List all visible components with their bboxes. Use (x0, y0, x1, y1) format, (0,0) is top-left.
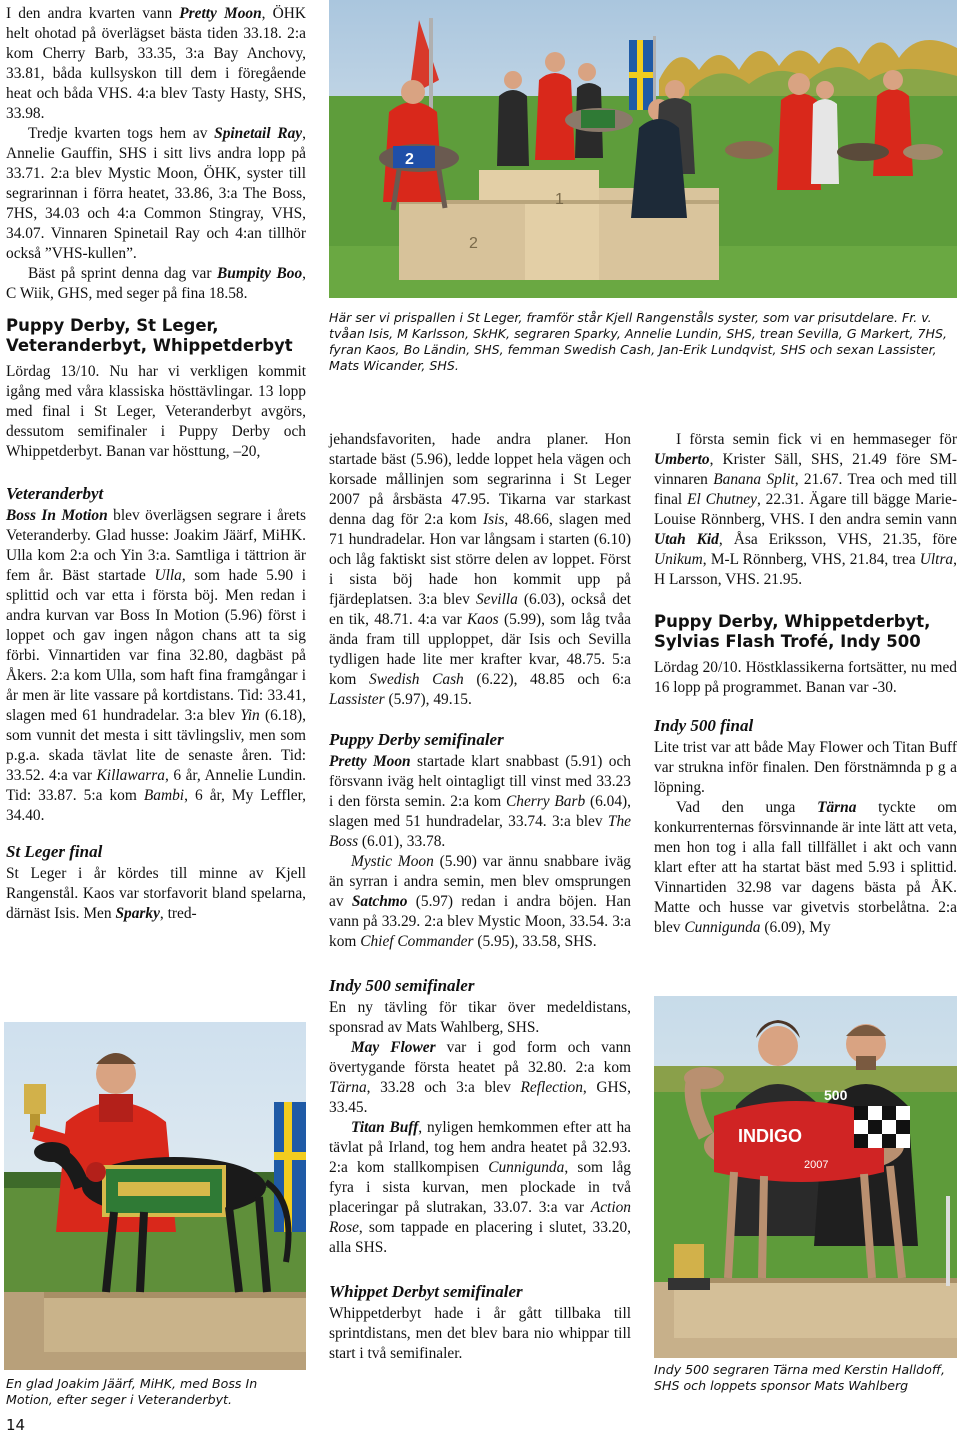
banner-text: INDIGO (738, 1126, 803, 1146)
bold-name: Pretty Moon (329, 753, 411, 770)
photo-st-leger-podium (329, 0, 957, 298)
paragraph: Lite trist var att både May Flower och Titan Buff var strukna inför finalen. Den förstnämnda p g a löpning. (654, 739, 957, 796)
bold-name: Boss In Motion (6, 507, 108, 524)
column-1 (6, 4, 306, 924)
italic-name: Mystic Moon (351, 853, 434, 870)
paragraph: May Flower var i god form och vann övertygande första heatet på 32.80. 2:a kom Tärna, 33.28 och 3:a blev Reflection, GHS, 33.45. (329, 1039, 631, 1116)
bold-name: Tärna (817, 799, 857, 816)
column-3 (654, 430, 957, 938)
paragraph: Mystic Moon (5.90) var ännu snabbare iväg än syrran i andra semin, men blev omsprungen av Satchmo (5.97) redan i andra böjen. Han vann på 33.29. 2:a blev Mystic Moon, 33.54. 3:a kom Chief Commander (5.95), 33.58, SHS. (329, 853, 632, 950)
paragraph: Bäst på sprint denna dag var Bumpity Boo, C Wiik, GHS, med seger på fina 18.58. (6, 265, 306, 302)
banner-year: 2007 (804, 1159, 829, 1171)
bold-name: Titan Buff (351, 1119, 419, 1136)
italic-name: Cunnigunda (684, 919, 761, 936)
italic-name: Sevilla (475, 591, 518, 608)
paragraph: Tredje kvarten togs hem av Spinetail Ray, Annelie Gauffin, SHS i sitt livs andra lopp på 33.71. 2:a blev Mystic Moon, ÖHK, syster till segrarinnan i förra heatet, 33.86, 3:a The Boss, 7HS, 34.03 och 4:a Common Stingray, VHS, 34.07. Vinnaren Spinetail Ray och 4:an tillhör också ”VHS-kullen”. (6, 125, 306, 262)
paragraph: Boss In Motion blev överlägsen segrare i årets Veteranderby. Glad husse: Joakim Jäärf, MiHK. Ulla kom 2:a och Yin 3:a. Samtliga i tättrion är fem år. Bäst startade Ulla, som hade 5.90 i splittid och var etta i första böj. Men redan i andra kurvan var Boss In Motion (5.96) först i loppet och gav ingen någon chans att ta sig förbi. Vinnartiden var fina 32.80, dagbäst på Åkers. 2:a kom Ulla, som haft fina framgångar i år men är lite vassare på kortdistans. Tid: 33.41, slagen med 61 hundradelar. 3:a blev Yin (6.18), som vunnit det mesta i sitt tävlingsliv, men som p.g.a. skada tävlat lite de senaste åren. Tid: 33.52. 4:a var Killawarra, 6 år, Annelie Lundin. Tid: 33.87. 5:a kom Bambi, 6 år, My Leffler, 34.40. (6, 507, 306, 824)
italic-name: Isis (482, 511, 505, 528)
bold-name: Pretty Moon (179, 5, 262, 22)
italic-name: The Boss (329, 813, 631, 850)
podium-number-1: 1 (555, 191, 564, 208)
paragraph: I första semin fick vi en hemmaseger för Umberto, Krister Säll, SHS, 21.49 före SM-vinnaren Banana Split, 21.67. Trea och med till final El Chutney, 22.31. Ägare till bägge Marie-Louise Rönnberg, VHS. I den andra semin vann Utah Kid, Åsa Eriksson, VHS, 21.35, före Unikum, M-L Rönnberg, VHS, 21.84, trea Ultra, H Larsson, VHS. 21.95. (654, 431, 957, 588)
photo-st-leger-podium-image (329, 0, 957, 298)
section-heading: Puppy Derby, St Leger, Veteranderbyt, Whippetderbyt (6, 316, 293, 355)
bold-name: Utah Kid (654, 531, 719, 548)
italic-name: Unikum (654, 551, 703, 568)
paragraph: Titan Buff, nyligen hemkommen efter att ha tävlat på Irland, tog hem andra heatet på 32.93. 2:a kom stallkompisen Cunnigunda, som låg fyra i sista kurvan, men plockade in två placeringar på slutrakan, 33.07. 3:a var Action Rose, som tappade en placering i slutet, 33.20, alla SHS. (329, 1119, 631, 1256)
italic-name: Swedish Cash (369, 671, 464, 688)
italic-name: El Chutney (687, 491, 757, 508)
italic-name: Chief Commander (360, 933, 474, 950)
paragraph: En ny tävling för tikar över medeldistans, sponsrad av Mats Wahlberg, SHS. (329, 999, 631, 1036)
italic-name: Action Rose (329, 1199, 631, 1236)
section-heading: Puppy Derby semifinaler (329, 730, 504, 749)
italic-name: Cunnigunda (488, 1159, 565, 1176)
italic-name: Ultra (919, 551, 954, 568)
section-heading: Puppy Derby, Whippetderbyt, Sylvias Flash Trofé, Indy 500 (654, 612, 931, 651)
section-heading: Indy 500 semifinaler (329, 976, 475, 995)
caption-bottom-left: En glad Joakim Jäärf, MiHK, med Boss In Motion, efter seger i Veteranderbyt. (6, 1376, 258, 1407)
italic-name: Kaos (467, 611, 499, 628)
bold-name: Bumpity Boo (217, 265, 303, 282)
italic-name: Ulla (154, 567, 182, 584)
bold-name: Umberto (654, 451, 710, 468)
column-2 (329, 430, 631, 1364)
photo-indy500-winner (654, 996, 957, 1358)
photo-indy500-winner-image (654, 996, 957, 1358)
paragraph: Pretty Moon startade klart snabbast (5.91) och försvann iväg helt ointagligt till vinst med 33.23 i den första semin. 2:a kom Cherry Barb (6.04), slagen med 51 hundradelar, 33.74. 3:a blev The Boss (6.01), 33.78. (329, 753, 632, 850)
paragraph: Whippetderbyt hade i år gått tillbaka till sprintdistans, men det blev bara nio whippar till start i två semifinaler. (329, 1305, 631, 1362)
caption-top: Här ser vi prispallen i St Leger, framför står Kjell Rangenståls syster, som var prisutdelare. Fr. v. tvåan Isis, M Karlsson, SkHK, segraren Sparky, Annelie Lundin, SHS, trean Sevilla, G Markert, 7HS, fyran Kaos, Bo Ländin, SHS, femman Swedish Cash, Jan-Erik Lundqvist, SHS och sexan Lassister, Mats Wicander, SHS. (329, 310, 947, 373)
section-heading: St Leger final (6, 842, 103, 861)
italic-name: Lassister (329, 691, 385, 708)
paragraph: St Leger i år kördes till minne av Kjell Rangenstål. Kaos var storfavorit bland spelarna, därnäst Isis. Men Sparky, tred- (6, 865, 306, 922)
dog-blanket-number: 2 (405, 151, 414, 168)
paragraph: Lördag 20/10. Höstklassikerna fortsätter, nu med 16 lopp på programmet. Banan var -30. (654, 659, 957, 696)
photo-veteranderby-winner (4, 1022, 306, 1370)
section-heading: Whippet Derbyt semifinaler (329, 1282, 523, 1301)
bold-name: Satchmo (351, 893, 408, 910)
photo-veteranderby-winner-image (4, 1022, 306, 1370)
italic-name: Yin (240, 707, 260, 724)
page-number: 14 (6, 1416, 26, 1434)
podium-number-2: 2 (469, 235, 478, 252)
section-heading: Indy 500 final (654, 716, 754, 735)
bold-name: May Flower (351, 1039, 436, 1056)
paragraph: Vad den unga Tärna tyckte om konkurrenternas försvinnande är inte lätt att veta, men hon tog i alla fall tillfället i akt och vann klart efter att ha startat bäst med 5.93 i splittid. Vinnartiden 32.98 var dagens bästa på ÅK. Matte och husse var givetvis storbelåtna. 2:a blev Cunnigunda (6.09), My (654, 799, 957, 936)
italic-name: Banana Split (713, 471, 795, 488)
caption-bottom-right: Indy 500 segraren Tärna med Kerstin Halldoff, SHS och loppets sponsor Mats Wahlberg (654, 1362, 945, 1393)
italic-name: Killawarra (96, 767, 165, 784)
section-heading: Veteranderbyt (6, 484, 104, 503)
paragraph: jehandsfavoriten, hade andra planer. Hon startade bäst (5.96), ledde loppet hela vägen och korsade mållinjen som segrarinna i St Leger 2007 på årsbästa 47.95. Tikarna var starkast denna dag för 2:a kom Isis, 48.66, slagen med 71 hundradelar. Hon var långsam i starten (6.10) och låg faktiskt sist större delen av loppet. Först i sista böj hade hon kommit upp på fjärdeplatsen. 3:a blev Sevilla (6.03), också det en tik, 48.71. 4:a var Kaos (5.99), som låg tvåa ända fram till upploppet, där Isis och Sevilla tydligen hade lite mer krafter kvar, 48.75. 5:a kom Swedish Cash (6.22), 48.85 och 6:a Lassister (5.97), 49.15. (329, 431, 632, 708)
italic-name: Tärna (329, 1079, 367, 1096)
bold-name: Spinetail Ray (214, 125, 303, 142)
bold-name: Sparky (115, 905, 160, 922)
italic-name: Cherry Barb (506, 793, 586, 810)
paragraph: I den andra kvarten vann Pretty Moon, ÖHK helt ohotad på överlägset bästa tiden 33.18. 2:a kom Cherry Barb, 33.35, 3:a Bay Anchovy, 33.81, båda kullsyskon till dem i föregående heat och båda VHS. 4:a blev Tasty Hasty, SHS, 33.98. (6, 5, 306, 122)
banner-number: 500 (824, 1087, 848, 1103)
paragraph: Lördag 13/10. Nu har vi verkligen kommit igång med våra klassiska hösttävlingar. 13 lopp med final i St Leger, Veteranderbyt avgörs, dessutom semifinaler i Puppy Derby och Whippetderbyt. Banan var hösttung, –20, (6, 363, 306, 460)
italic-name: Reflection (520, 1079, 583, 1096)
italic-name: Bambi (143, 787, 185, 804)
